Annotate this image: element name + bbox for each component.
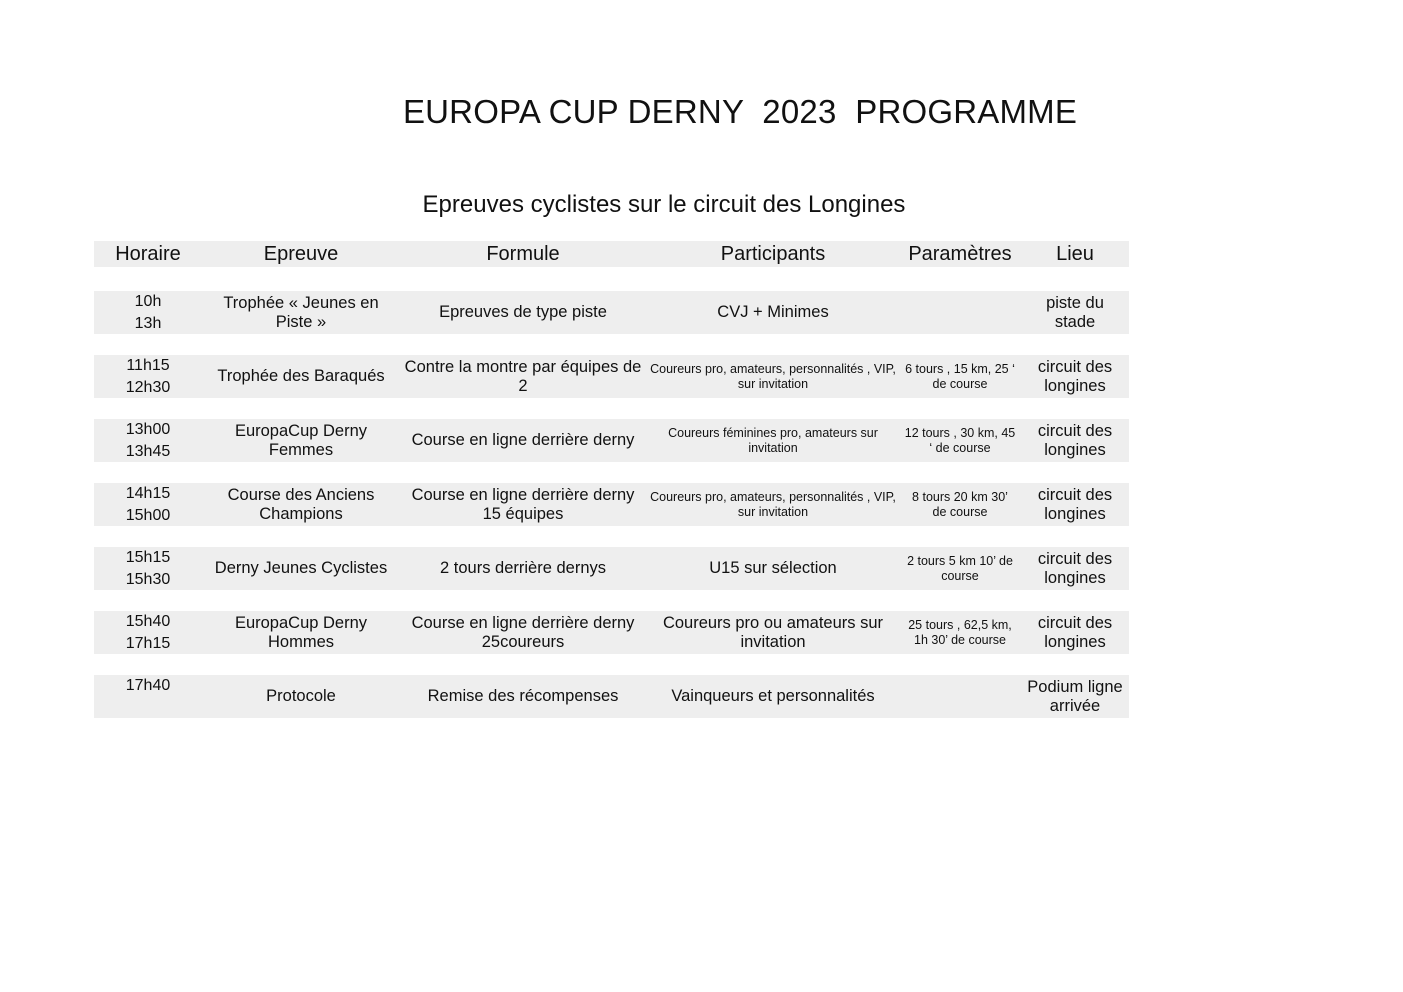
epreuve-cell (202, 419, 400, 462)
header-participants: Participants (720, 243, 826, 265)
end-time: 17h15 (125, 635, 171, 652)
parametres-cell (900, 355, 1020, 398)
formule-cell (400, 611, 646, 654)
start-time: 13h00 (125, 421, 171, 438)
epreuve-text: EuropaCup Derny Femmes (234, 421, 368, 459)
formule-text: Course en ligne derrière derny 25coureurs (411, 613, 635, 651)
epreuve-text: Derny Jeunes Cyclistes (214, 559, 388, 577)
lieu-text: circuit des longines (1037, 485, 1113, 523)
header-horaire: Horaire (115, 243, 181, 265)
table-row (94, 355, 1129, 398)
header-formule: Formule (486, 243, 560, 265)
epreuve-text: Protocole (266, 687, 336, 705)
parametres-cell (900, 547, 1020, 590)
horaire-cell (94, 291, 202, 334)
participants-cell (646, 291, 900, 334)
epreuve-text: Trophée des Baraqués (217, 367, 385, 385)
parametres-text: 25 tours , 62,5 km, 1h 30’ de course (908, 617, 1012, 647)
participants-cell (646, 675, 900, 718)
participants-cell (646, 611, 900, 654)
parametres-cell (900, 483, 1020, 526)
table-row (94, 291, 1129, 334)
lieu-cell (1020, 675, 1130, 718)
lieu-cell (1020, 355, 1130, 398)
formule-text: Epreuves de type piste (439, 303, 607, 321)
horaire-cell (94, 547, 202, 590)
formule-cell (400, 675, 646, 718)
lieu-cell (1020, 483, 1130, 526)
epreuve-cell (202, 291, 400, 334)
formule-cell (400, 355, 646, 398)
table-row (94, 611, 1129, 654)
parametres-text: 12 tours , 30 km, 45 ‘ de course (904, 425, 1016, 455)
start-time: 15h40 (125, 613, 171, 630)
parametres-cell (900, 675, 1020, 718)
table-row (94, 547, 1129, 590)
start-time: 10h (134, 293, 162, 310)
participants-text: Coureurs pro ou amateurs sur invitation (662, 613, 884, 651)
programme-subtitle: Epreuves cyclistes sur le circuit des Longines (422, 191, 906, 218)
end-time: 13h45 (125, 443, 171, 460)
lieu-text: Podium ligne arrivée (1027, 677, 1123, 715)
lieu-cell (1020, 419, 1130, 462)
parametres-text: 8 tours 20 km 30’ de course (912, 489, 1008, 519)
participants-text: Coureurs pro, amateurs, personnalités , VIP, sur invitation (650, 361, 896, 391)
participants-cell (646, 419, 900, 462)
lieu-cell (1020, 547, 1130, 590)
header-epreuve: Epreuve (263, 243, 339, 265)
horaire-cell (94, 483, 202, 526)
start-time: 14h15 (125, 485, 171, 502)
parametres-cell (900, 419, 1020, 462)
formule-text: Course en ligne derrière derny (411, 431, 635, 449)
participants-cell (646, 483, 900, 526)
parametres-text: 2 tours 5 km 10’ de course (907, 553, 1013, 583)
epreuve-cell (202, 675, 400, 718)
end-time: 15h00 (125, 507, 171, 524)
start-time: 11h15 (126, 357, 170, 374)
epreuve-cell (202, 547, 400, 590)
lieu-cell (1020, 291, 1130, 334)
parametres-cell (900, 611, 1020, 654)
header-lieu: Lieu (1056, 243, 1094, 265)
table-row (94, 483, 1129, 526)
horaire-cell (94, 611, 202, 654)
epreuve-cell (202, 483, 400, 526)
epreuve-cell (202, 355, 400, 398)
formule-text: Course en ligne derrière derny 15 équipes (411, 485, 635, 523)
lieu-text: circuit des longines (1037, 549, 1113, 587)
horaire-cell (94, 675, 202, 718)
horaire-cell (94, 419, 202, 462)
formule-cell (400, 547, 646, 590)
parametres-text: 6 tours , 15 km, 25 ‘ de course (905, 361, 1015, 391)
formule-text: Contre la montre par équipes de 2 (404, 357, 642, 395)
end-time: 12h30 (125, 379, 171, 396)
participants-text: CVJ + Minimes (717, 303, 829, 321)
participants-cell (646, 355, 900, 398)
participants-text: Coureurs pro, amateurs, personnalités , VIP, sur invitation (650, 489, 896, 519)
epreuve-text: EuropaCup Derny Hommes (234, 613, 368, 651)
participants-text: Vainqueurs et personnalités (671, 687, 875, 705)
epreuve-cell (202, 611, 400, 654)
epreuve-text: Course des Anciens Champions (227, 485, 375, 523)
programme-title: EUROPA CUP DERNY 2023 PROGRAMME (402, 93, 1078, 130)
formule-cell (400, 483, 646, 526)
start-time: 15h15 (125, 549, 171, 566)
formule-text: Remise des récompenses (427, 687, 619, 705)
lieu-text: circuit des longines (1037, 421, 1113, 459)
table-row (94, 419, 1129, 462)
formule-text: 2 tours derrière dernys (440, 559, 606, 577)
parametres-cell (900, 291, 1020, 334)
formule-cell (400, 291, 646, 334)
table-header-row (94, 241, 1129, 267)
lieu-text: piste du stade (1046, 293, 1104, 331)
participants-cell (646, 547, 900, 590)
epreuve-text: Trophée « Jeunes en Piste » (223, 293, 379, 331)
participants-text: Coureurs féminines pro, amateurs sur invitation (668, 425, 878, 455)
lieu-text: circuit des longines (1037, 357, 1113, 395)
horaire-cell (94, 355, 202, 398)
formule-cell (400, 419, 646, 462)
header-parametres: Paramètres (908, 243, 1012, 265)
participants-text: U15 sur sélection (709, 559, 837, 577)
start-time: 17h40 (125, 677, 171, 694)
lieu-text: circuit des longines (1037, 613, 1113, 651)
end-time: 13h (134, 315, 162, 332)
lieu-cell (1020, 611, 1130, 654)
table-row (94, 675, 1129, 718)
end-time: 15h30 (125, 571, 171, 588)
